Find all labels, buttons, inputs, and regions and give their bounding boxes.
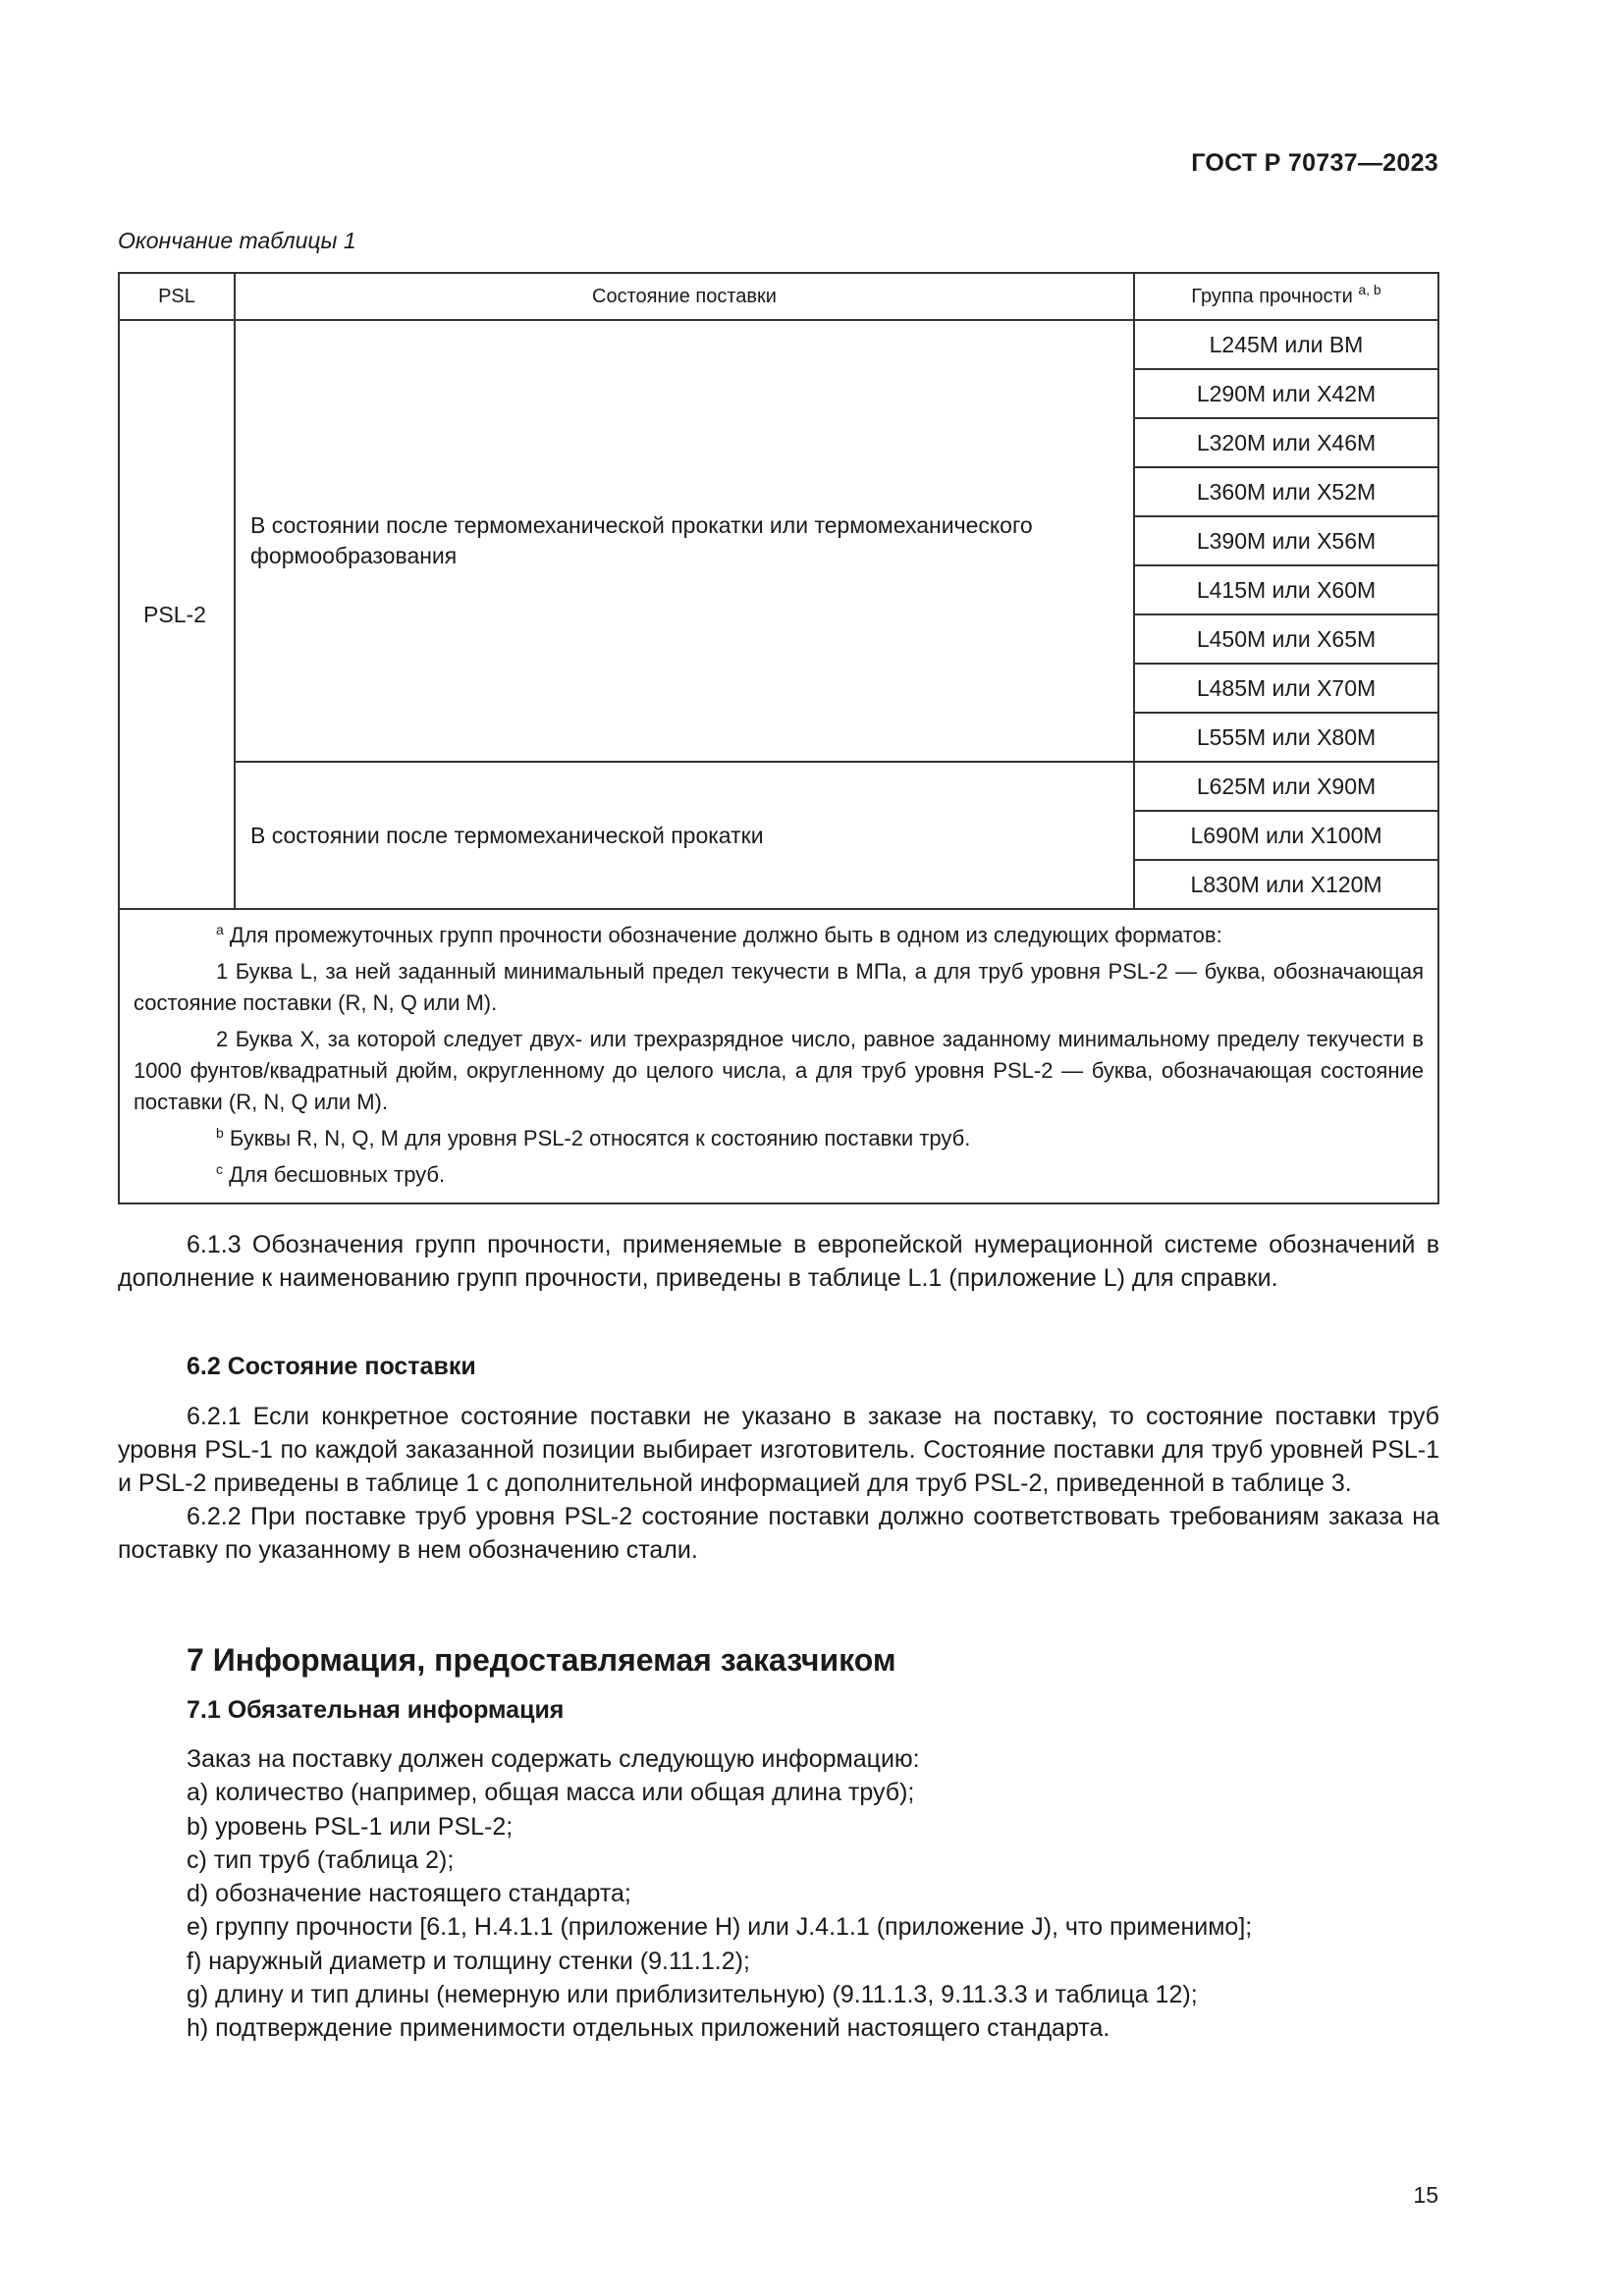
header-strength-group-label: Группа прочности (1191, 285, 1353, 307)
delivery-state-cell: В состоянии после термомеханической прокатки (235, 762, 1134, 909)
footnote-a-item-2: 2 Буква X, за которой следует двух- или трехразрядное число, равное заданному минимальному пределу текучести в 1000 фунтов/квадратный дюйм, округленному до целого числа, а для труб уровня PSL-2 — буква, обозначающая состояние поставки (R, N, Q или M). (134, 1027, 1424, 1114)
table-notes (119, 909, 1438, 1203)
grade-cell: L245M или BM (1134, 320, 1438, 369)
grade-cell: L690M или X100M (1134, 811, 1438, 860)
page-number: 15 (1413, 2182, 1438, 2208)
heading-6-2: 6.2 Состояние поставки (187, 1353, 476, 1380)
footnote-text: Для бесшовных труб. (229, 1162, 446, 1187)
grade-cell: L360M или X52M (1134, 467, 1438, 516)
list-item: f) наружный диаметр и толщину стенки (9.11.1.2); (187, 1947, 750, 1975)
grade-cell: L485M или X70M (1134, 664, 1438, 713)
list-item: g) длину и тип длины (немерную или приблизительную) (9.11.1.3, 9.11.3.3 и таблица 12); (187, 1981, 1198, 2009)
footnote-mark: b (216, 1125, 224, 1141)
footnote-text: Буквы R, N, Q, M для уровня PSL-2 относятся к состоянию поставки труб. (229, 1126, 971, 1150)
list-item: b) уровень PSL-1 или PSL-2; (187, 1812, 514, 1841)
grade-cell: L390M или X56M (1134, 516, 1438, 565)
grade-cell: L290M или X42M (1134, 369, 1438, 418)
list-item: a) количество (например, общая масса или общая длина труб); (187, 1779, 915, 1807)
section-6-1-3 (118, 1228, 1439, 1295)
heading-7: 7 Информация, предоставляемая заказчиком (187, 1642, 896, 1678)
table-header-row (119, 273, 1438, 320)
footnote-c (134, 1159, 1424, 1191)
header-psl: PSL (119, 273, 235, 320)
document-code: ГОСТ Р 70737—2023 (1191, 149, 1438, 177)
table-row (119, 762, 1438, 811)
grade-cell: L625M или X90M (1134, 762, 1438, 811)
table-caption: Окончание таблицы 1 (118, 228, 356, 253)
paragraph-6-2-2: 6.2.2 При поставке труб уровня PSL-2 состояние поставки должно соответствовать требованиям заказа на поставку по указанному в нем обозначению стали. (118, 1503, 1439, 1564)
grade-cell: L555M или X80M (1134, 713, 1438, 762)
list-item: h) подтверждение применимости отдельных приложений настоящего стандарта. (187, 2014, 1110, 2043)
section-6-2 (118, 1400, 1439, 1567)
grade-cell: L320M или X46M (1134, 418, 1438, 467)
required-info-list (187, 1742, 1439, 2046)
list-item: d) обозначение настоящего стандарта; (187, 1880, 631, 1908)
footnote-mark: c (216, 1161, 223, 1177)
footnote-b (134, 1123, 1424, 1154)
header-footnote-marks: a, b (1358, 281, 1381, 297)
header-delivery-state: Состояние поставки (235, 273, 1134, 320)
footnote-mark: a (216, 922, 224, 937)
header-strength-group (1134, 273, 1438, 320)
footnote-a-item-1: 1 Буква L, за ней заданный минимальный предел текучести в МПа, а для труб уровня PSL-2 — буква, обозначающая состояние поставки (R, N, Q или M). (134, 959, 1424, 1015)
table-row (119, 320, 1438, 369)
paragraph-6-1-3: 6.1.3 Обозначения групп прочности, применяемые в европейской нумерационной системе обозначений в дополнение к наименованию групп прочности, приведены в таблице L.1 (приложение L) для справки. (118, 1231, 1439, 1292)
paragraph-6-2-1: 6.2.1 Если конкретное состояние поставки не указано в заказе на поставку, то состояние поставки труб уровня PSL-1 по каждой заказанной позиции выбирает изготовитель. Состояние поставки для труб уровней PSL-1 и PSL-2 приведены в таблице 1 с дополнительной информацией для труб PSL-2, приведенной в таблице 3. (118, 1403, 1439, 1497)
delivery-state-cell: В состоянии после термомеханической прокатки или термомеханического формообразования (235, 320, 1134, 762)
grade-cell: L415M или X60M (1134, 565, 1438, 614)
list-item: c) тип труб (таблица 2); (187, 1845, 455, 1874)
strength-group-table (118, 272, 1439, 1204)
table-notes-row (119, 909, 1438, 1203)
list-item: e) группу прочности [6.1, H.4.1.1 (приложение H) или J.4.1.1 (приложение J), что применимо]; (187, 1913, 1253, 1942)
grade-cell: L450M или X65M (1134, 614, 1438, 664)
list-intro: Заказ на поставку должен содержать следующую информацию: (187, 1745, 920, 1773)
footnote-a (134, 920, 1424, 951)
grade-cell: L830M или X120M (1134, 860, 1438, 909)
footnote-text: Для промежуточных групп прочности обозначение должно быть в одном из следующих форматов: (229, 923, 1222, 947)
heading-7-1: 7.1 Обязательная информация (187, 1696, 565, 1724)
psl-level-cell: PSL-2 (119, 320, 235, 909)
